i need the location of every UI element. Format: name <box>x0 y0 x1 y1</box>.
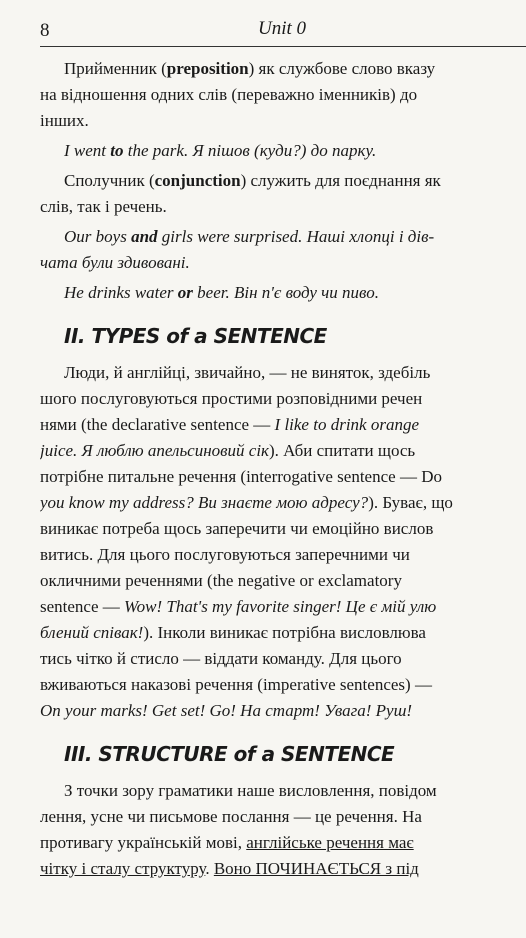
page-number: 8 <box>40 20 50 41</box>
text: . <box>205 859 214 878</box>
italic-example: juice. Я люблю апельсиновий сік <box>40 441 270 460</box>
header-rule <box>40 46 526 47</box>
text-line: потрібне питальне речення (interrogative sentence — Do <box>40 467 442 486</box>
text-line <box>40 856 526 882</box>
example-line <box>40 224 526 250</box>
term-conjunction: conjunction <box>154 171 241 190</box>
underlined-text: чітку і сталу структуру <box>40 859 206 878</box>
text-line <box>40 490 526 516</box>
text: противагу українській мові, <box>40 833 247 852</box>
text: ). Інколи виникає потрібна висловлюва <box>143 623 426 642</box>
text-line: на відношення одних слів (переважно іменників) до <box>40 85 418 104</box>
underlined-text: Воно ПОЧИНАЄТЬСЯ з під <box>213 859 419 878</box>
text: the park. Я пішов (куди?) до парку. <box>123 141 377 160</box>
example-line: чата були здивовані. <box>40 253 190 272</box>
text-line <box>40 830 526 856</box>
italic-example: you know my address? Ви знаєте мою адресу? <box>40 493 369 512</box>
underlined-text: англійське речення має <box>246 833 414 852</box>
text-line <box>40 56 526 82</box>
text: ) служить для поєднання як <box>240 171 441 190</box>
text-line: слів, так і речень. <box>40 197 167 216</box>
text: ) як службове слово вказу <box>248 59 436 78</box>
spacer <box>40 306 526 316</box>
italic-example: блений співак! <box>40 623 144 642</box>
italic-example: Wow! That's my favorite singer! Це є мій улю <box>124 597 437 616</box>
text: beer. Він п'є воду чи пиво. <box>192 283 379 302</box>
text: нями (the declarative sentence — <box>40 415 275 434</box>
bold-word: to <box>110 141 124 160</box>
text-line: окличними реченнями (the negative or exclamatory <box>40 571 402 590</box>
text-line: виникає потреба щось заперечити чи емоційно вислов <box>40 519 434 538</box>
text: Сполучник ( <box>64 171 155 190</box>
text-line: З точки зору граматики наше висловлення, повідом <box>64 781 437 800</box>
bold-word: and <box>131 227 158 246</box>
section-heading: III. STRUCTURE of a SENTENCE <box>64 742 395 766</box>
text-line: Люди, й англійці, звичайно, — не виняток, здебіль <box>64 363 431 382</box>
text-line: вживаються наказові речення (imperative sentences) — <box>40 675 432 694</box>
text-line <box>40 620 526 646</box>
text: girls were surprised. Наші хлопці і дів- <box>157 227 435 246</box>
term-preposition: preposition <box>166 59 249 78</box>
text-line <box>40 594 526 620</box>
page-header <box>40 16 526 46</box>
bold-word: or <box>177 283 193 302</box>
text-line: лення, усне чи письмове послання — це речення. На <box>40 807 422 826</box>
example-line: On your marks! Get set! Go! На старт! Увага! Руш! <box>40 701 413 720</box>
text-line: витись. Для цього послуговуються заперечними чи <box>40 545 410 564</box>
italic-example: I like to drink orange <box>274 415 419 434</box>
text: ). Буває, що <box>368 493 453 512</box>
example-line <box>40 138 526 164</box>
text: I went <box>64 141 111 160</box>
text: Прийменник ( <box>64 59 167 78</box>
text: He drinks water <box>64 283 178 302</box>
text-line: шого послуговуються простими розповідними речен <box>40 389 423 408</box>
text-line <box>40 168 526 194</box>
section-heading: II. TYPES of a SENTENCE <box>64 324 327 348</box>
text: ). Аби спитати щось <box>269 441 416 460</box>
example-line <box>40 280 526 306</box>
text-line <box>40 438 526 464</box>
text-line: інших. <box>40 111 89 130</box>
unit-title: Unit 0 <box>258 18 307 39</box>
text-line: тись чітко й стисло — віддати команду. Для цього <box>40 649 402 668</box>
text-line <box>40 412 526 438</box>
text: sentence — <box>40 597 125 616</box>
text: Our boys <box>64 227 132 246</box>
spacer <box>40 724 526 734</box>
page-content <box>40 56 526 882</box>
